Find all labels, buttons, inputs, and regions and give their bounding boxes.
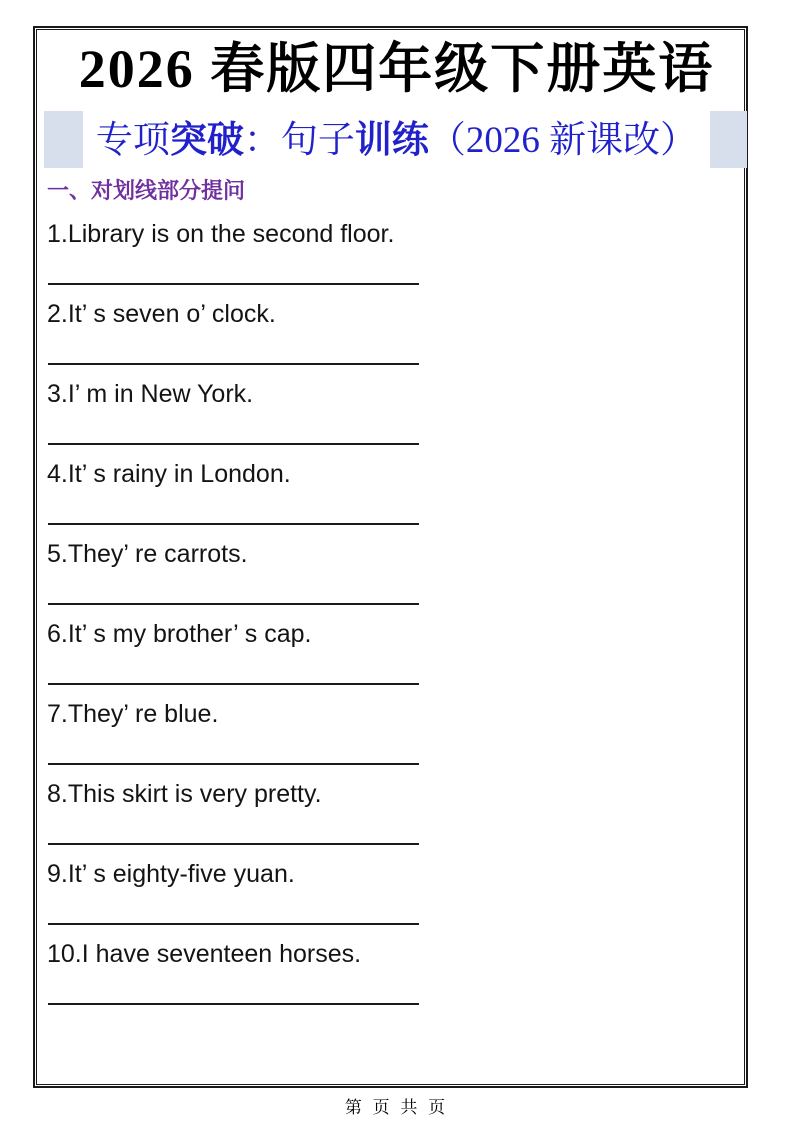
sentence-text: 5.They’ re carrots. xyxy=(47,540,248,568)
answer-blank-line xyxy=(48,763,419,765)
subtitle-segment: 专项 xyxy=(95,120,170,161)
subtitle-segment: （2026 新课改） xyxy=(428,120,698,161)
exercise-item-7 xyxy=(47,697,467,777)
sentence-text: 7.They’ re blue. xyxy=(47,700,219,728)
answer-blank-line xyxy=(48,523,419,525)
answer-blank-line xyxy=(48,1003,419,1005)
answer-blank-line xyxy=(48,843,419,845)
exercise-item-2 xyxy=(47,297,467,377)
subtitle-segment: 突破 xyxy=(169,119,244,160)
answer-blank-line xyxy=(48,603,419,605)
exercise-item-4 xyxy=(47,457,467,537)
exercise-item-1 xyxy=(47,217,467,297)
sentence-text: 2.It’ s seven o’ clock. xyxy=(47,300,276,328)
exercise-item-9 xyxy=(47,857,467,937)
exercise-item-10 xyxy=(47,937,467,1017)
sentence-text: 3.I’ m in New York. xyxy=(47,380,254,408)
sentence-text: 6.It’ s my brother’ s cap. xyxy=(47,620,312,648)
document-title: 2026 春版四年级下册英语 xyxy=(78,39,715,99)
sentence-text: 4.It’ s rainy in London. xyxy=(47,460,291,488)
exercise-item-6 xyxy=(47,617,467,697)
page-footer-label: 第 页 共 页 xyxy=(344,1098,449,1117)
section-heading: 一、对划线部分提问 xyxy=(47,178,246,203)
sentence-text: 1.Library is on the second floor. xyxy=(47,220,395,248)
exercise-item-3 xyxy=(47,377,467,457)
subtitle-segment: 训练 xyxy=(354,119,429,160)
sentence-text: 8.This skirt is very pretty. xyxy=(47,780,322,808)
answer-blank-line xyxy=(48,923,419,925)
answer-blank-line xyxy=(48,283,419,285)
subtitle-segment: ：句子 xyxy=(243,120,355,161)
exercise-item-8 xyxy=(47,777,467,857)
answer-blank-line xyxy=(48,363,419,365)
exercise-item-5 xyxy=(47,537,467,617)
sentence-text: 9.It’ s eighty-five yuan. xyxy=(47,860,295,888)
answer-blank-line xyxy=(48,443,419,445)
answer-blank-line xyxy=(48,683,419,685)
sentence-text: 10.I have seventeen horses. xyxy=(47,940,362,968)
